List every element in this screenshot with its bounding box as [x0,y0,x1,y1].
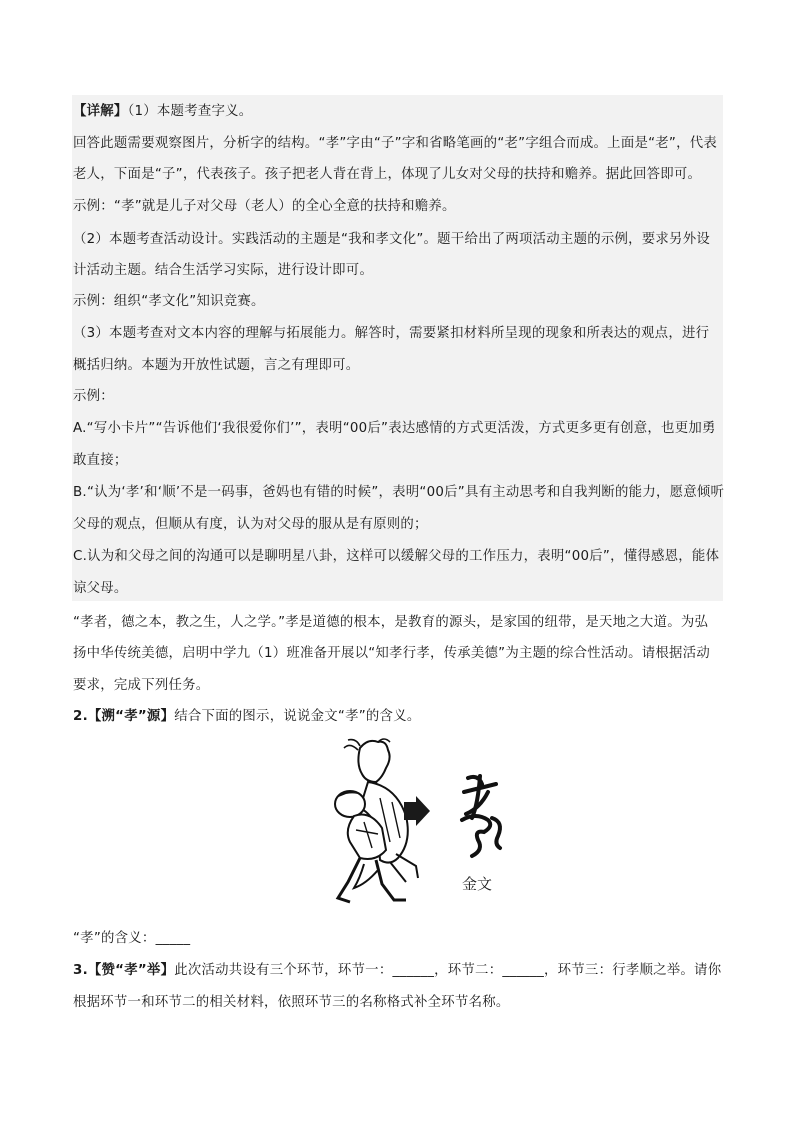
intro-line-2: 扬中华传统美德，启明中学九（1）班准备开展以“知孝行孝，传承美德”为主题的综合性活动。请根据活动 [73,646,710,661]
intro-line-3: 要求，完成下列任务。 [73,678,210,693]
answer-line-14: 父母的观点，但顺从有度，认为对父母的服从是有原则的； [73,517,428,532]
bronze-script-xiao-glyph [458,770,508,860]
question-2: 2.【溯“孝”源】结合下面的图示，说说金文“孝”的含义。 [73,709,421,724]
answer-line-1: 【详解】（1）本题考查字义。 [73,104,253,119]
answer-line-3: 老人，下面是“子”，代表孩子。孩子把老人背在背上，体现了儿女对父母的扶持和赡养。据此回答即可。 [73,167,702,182]
figure-caption: 金文 [462,875,493,893]
answer-line-13: B.“认为‘孝’和‘顺’不是一码事，爸妈也有错的时候”，表明“00后”具有主动思考和自我判断的能力，愿意倾听 [73,485,725,500]
intro-line-1: “孝者，德之本，教之生，人之学。”孝是道德的根本，是教育的源头，是家国的纽带，是天地之大道。为弘 [73,615,709,630]
answer-line-4: 示例：“孝”就是儿子对父母（老人）的全心全意的扶持和赡养。 [73,199,456,214]
arrow-right-icon [404,796,430,826]
answer-line-7: 示例：组织“孝文化”知识竞赛。 [73,294,265,309]
answer-line-15: C.认为和父母之间的沟通可以是聊明星八卦，这样可以缓解父母的工作压力，表明“00后”，懂得感恩，能体 [73,549,720,564]
answer-line-12: 敢直接； [73,453,128,468]
q2-answer-line: “孝”的含义：_____ [73,931,191,946]
answer-line-5: （2）本题考查活动设计。实践活动的主题是“我和孝文化”。题干给出了两项活动主题的示例，要求另外设 [73,232,710,247]
answer-line-2: 回答此题需要观察图片，分析字的结构。“孝”字由“子”字和省略笔画的“老”字组合而成。上面是“老”，代表 [73,136,718,151]
answer-line-16: 谅父母。 [73,581,128,596]
answer-line-8: （3）本题考查对文本内容的理解与拓展能力。解答时，需要紧扣材料所呈现的现象和所表达的观点，进行 [73,326,710,341]
question-3: 3.【赞“孝”举】此次活动共设有三个环节，环节一：______，环节二：______，环节三：行孝顺之举。请你 [73,963,722,978]
question-3-line-2: 根据环节一和环节二的相关材料，依照环节三的名称格式补全环节名称。 [73,995,510,1010]
answer-line-10: 示例： [73,389,114,404]
answer-line-6: 计活动主题。结合生活学习实际，进行设计即可。 [73,263,374,278]
answer-line-11: A.“写小卡片”“告诉他们‘我很爱你们’”，表明“00后”表达感情的方式更活泼，方式更多更有创意，也更加勇 [73,421,716,436]
answer-line-9: 概括归纳。本题为开放性试题，言之有理即可。 [73,358,360,373]
